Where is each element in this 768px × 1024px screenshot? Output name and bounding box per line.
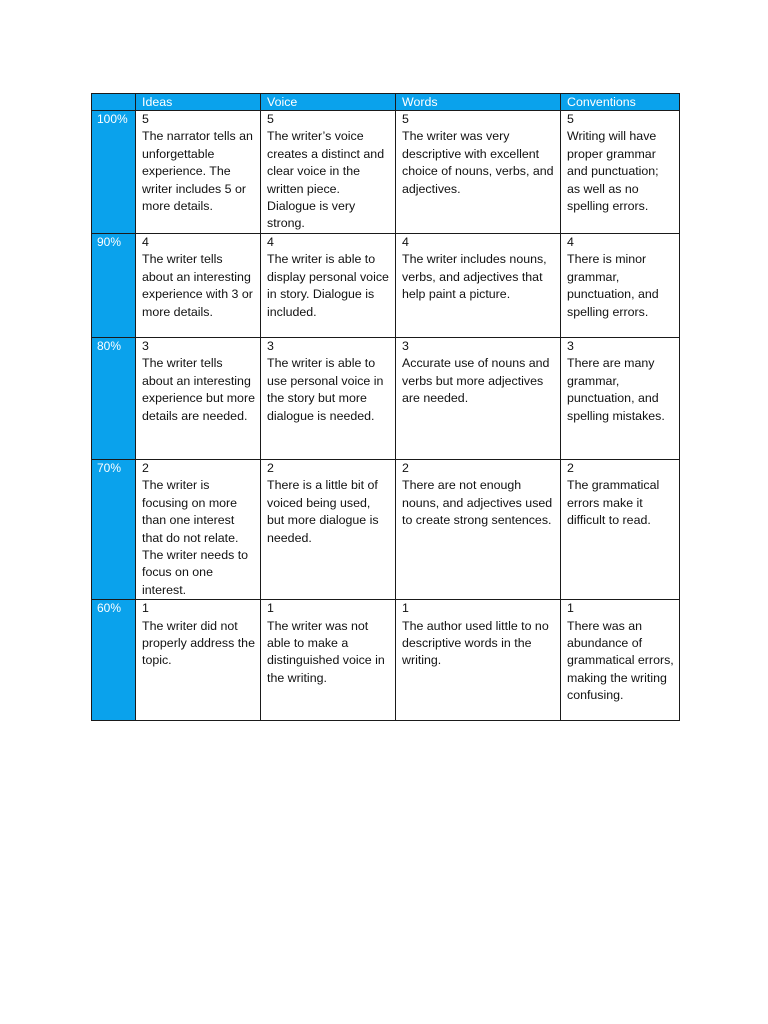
conventions-cell <box>561 111 680 234</box>
column-header-voice: Voice <box>261 94 396 111</box>
criterion-text: The grammatical errors make it difficult to read. <box>567 478 660 528</box>
ideas-cell <box>136 600 261 721</box>
criterion-text: The writer is able to display personal voice in story. Dialogue is included. <box>267 252 389 319</box>
criterion-text: There are many grammar, punctuation, and spelling mistakes. <box>567 356 665 423</box>
words-cell <box>396 338 561 460</box>
criterion-text: Accurate use of nouns and verbs but more adjectives are needed. <box>402 356 550 406</box>
conventions-cell <box>561 338 680 460</box>
column-header-words: Words <box>396 94 561 111</box>
voice-cell <box>261 111 396 234</box>
ideas-cell <box>136 234 261 338</box>
criterion-text: There is minor grammar, punctuation, and spelling errors. <box>567 252 659 319</box>
criterion-text: The author used little to no descriptive words in the writing. <box>402 618 549 668</box>
voice-cell <box>261 460 396 600</box>
voice-cell <box>261 338 396 460</box>
criterion-text: Writing will have proper grammar and punctuation; as well as no spelling errors. <box>567 129 659 214</box>
score-value: 2 <box>142 461 149 475</box>
score-value: 2 <box>402 461 409 475</box>
score-value: 5 <box>142 112 149 126</box>
score-value: 1 <box>142 601 149 616</box>
percent-cell: 60% <box>92 600 136 721</box>
score-value: 4 <box>267 235 274 249</box>
corner-header-cell <box>92 94 136 111</box>
rubric-table <box>91 93 680 721</box>
percent-cell: 70% <box>92 460 136 600</box>
table-row-60 <box>92 600 680 721</box>
table-row-90 <box>92 234 680 338</box>
criterion-text: The writer is able to use personal voice in the story but more dialogue is needed. <box>267 356 384 423</box>
score-value: 4 <box>142 235 149 249</box>
score-value: 5 <box>402 112 409 126</box>
score-value: 3 <box>267 339 274 353</box>
percent-cell: 90% <box>92 234 136 338</box>
criterion-text: The writer was very descriptive with excellent choice of nouns, verbs, and adjectives. <box>402 129 554 196</box>
table-row-100 <box>92 111 680 234</box>
words-cell <box>396 111 561 234</box>
voice-cell <box>261 234 396 338</box>
score-value: 3 <box>142 339 149 353</box>
score-value: 5 <box>267 112 274 126</box>
criterion-text: There is a little bit of voiced being used, but more dialogue is needed. <box>267 478 379 545</box>
table-row-70 <box>92 460 680 600</box>
score-value: 2 <box>567 461 574 475</box>
criterion-text: There are not enough nouns, and adjectives used to create strong sentences. <box>402 478 553 528</box>
header-row <box>92 94 680 111</box>
column-header-conventions: Conventions <box>561 94 680 111</box>
percent-cell: 80% <box>92 338 136 460</box>
score-value: 1 <box>267 601 274 616</box>
table-row-80 <box>92 338 680 460</box>
criterion-text: The narrator tells an unforgettable experience. The writer includes 5 or more details. <box>142 129 253 214</box>
score-value: 4 <box>567 235 574 249</box>
conventions-cell <box>561 234 680 338</box>
score-value: 1 <box>402 601 409 616</box>
criterion-text: The writer is focusing on more than one interest that do not relate. The writer needs to focus on one interest. <box>142 478 249 597</box>
ideas-cell <box>136 460 261 600</box>
ideas-cell <box>136 338 261 460</box>
column-header-ideas: Ideas <box>136 94 261 111</box>
score-value: 4 <box>402 235 409 249</box>
score-value: 3 <box>567 339 574 353</box>
criterion-text: There was an abundance of grammatical errors, making the writing confusing. <box>567 618 674 703</box>
criterion-text: The writer was not able to make a distinguished voice in the writing. <box>267 618 385 685</box>
words-cell <box>396 234 561 338</box>
score-value: 1 <box>567 601 574 616</box>
conventions-cell <box>561 600 680 721</box>
percent-cell: 100% <box>92 111 136 234</box>
criterion-text: The writer did not properly address the topic. <box>142 618 255 668</box>
ideas-cell <box>136 111 261 234</box>
criterion-text: The writer tells about an interesting experience with 3 or more details. <box>142 252 253 319</box>
criterion-text: The writer’s voice creates a distinct and clear voice in the written piece. Dialogue is very strong. <box>267 129 385 231</box>
conventions-cell <box>561 460 680 600</box>
score-value: 2 <box>267 461 274 475</box>
voice-cell <box>261 600 396 721</box>
criterion-text: The writer includes nouns, verbs, and adjectives that help paint a picture. <box>402 252 547 302</box>
words-cell <box>396 460 561 600</box>
words-cell <box>396 600 561 721</box>
score-value: 3 <box>402 339 409 353</box>
criterion-text: The writer tells about an interesting experience but more details are needed. <box>142 356 255 423</box>
score-value: 5 <box>567 112 574 126</box>
